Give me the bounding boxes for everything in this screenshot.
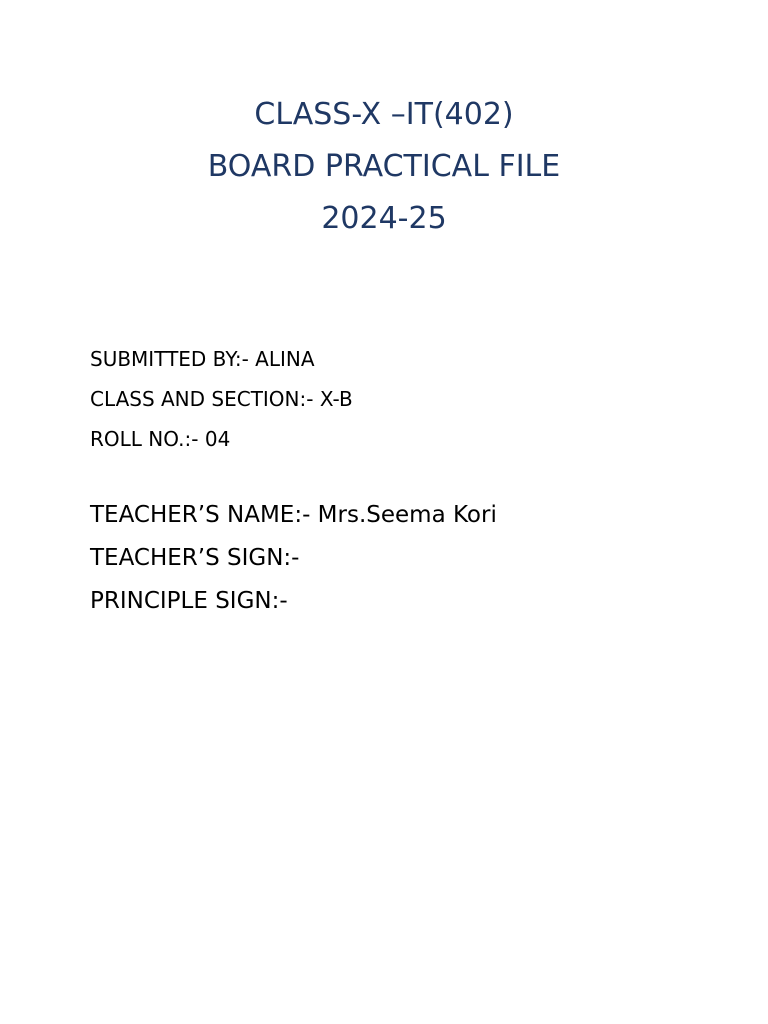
session-year-title: 2024-25 [321,201,447,236]
teacher-name-line: TEACHER’S NAME:- Mrs.Seema Kori [90,502,497,528]
signature-block [90,494,497,623]
class-subject-title: CLASS-X –IT(402) [254,97,514,132]
teacher-sign-line: TEACHER’S SIGN:- [90,545,300,571]
student-info-block [90,339,353,459]
roll-no-line: ROLL NO.:- 04 [90,427,231,451]
class-section-line: CLASS AND SECTION:- X-B [90,387,353,411]
principle-sign-line: PRINCIPLE SIGN:- [90,588,288,614]
title-block [0,89,768,245]
practical-file-title: BOARD PRACTICAL FILE [207,149,561,184]
submitted-by-line: SUBMITTED BY:- ALINA [90,347,315,371]
